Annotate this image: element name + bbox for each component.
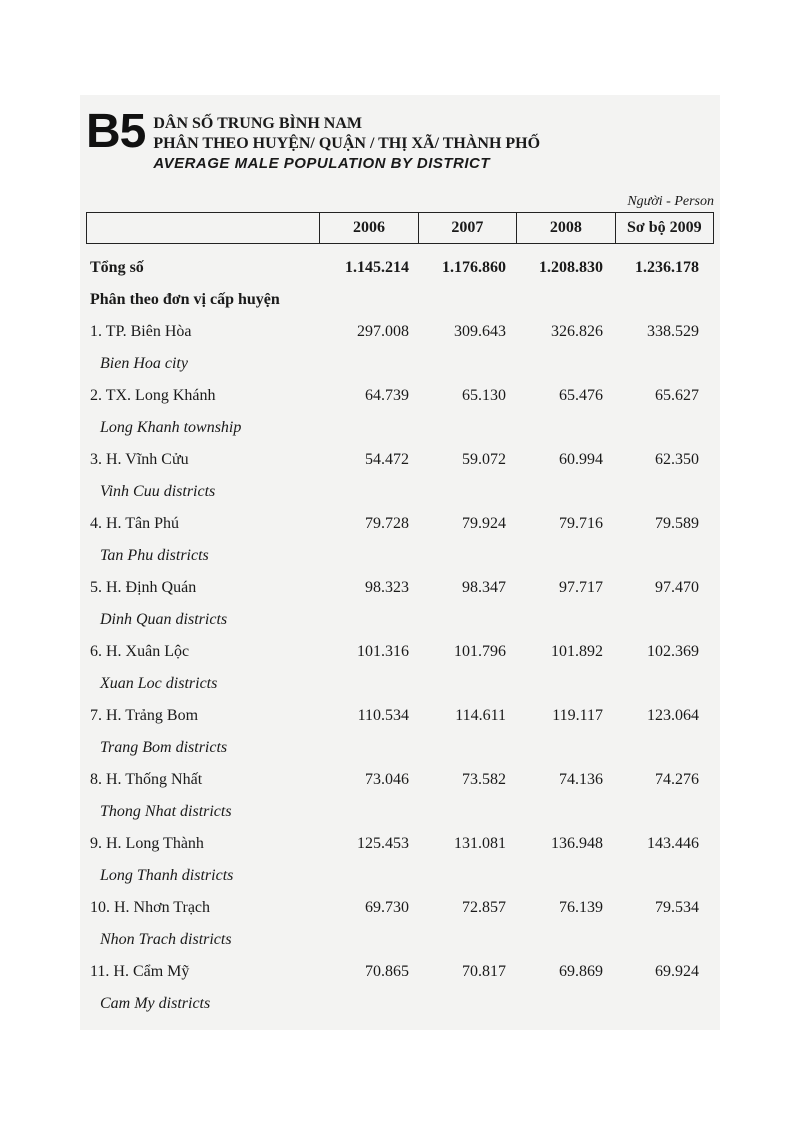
header-cell-2007: 2007 (418, 213, 516, 244)
district-name: 10. H. Nhơn Trạch (90, 899, 211, 916)
cell-value: 65.476 (559, 387, 603, 404)
district-name-english: Xuan Loc districts (100, 675, 218, 692)
cell-value: 114.611 (455, 707, 506, 724)
title-line-english: AVERAGE MALE POPULATION BY DISTRICT (153, 155, 491, 172)
district-name: 2. TX. Long Khánh (90, 387, 216, 404)
district-name: 8. H. Thống Nhất (90, 771, 203, 788)
table-row (86, 572, 714, 604)
district-name-english: Tan Phu districts (100, 547, 209, 564)
district-name-english: Long Khanh township (100, 419, 242, 436)
cell-value: 73.582 (462, 771, 506, 788)
cell-value: 98.347 (462, 579, 506, 596)
cell-value: 79.728 (365, 515, 409, 532)
cell-value: 79.924 (462, 515, 506, 532)
district-name-english: Nhon Trach districts (100, 931, 232, 948)
cell-value: 309.643 (454, 323, 506, 340)
cell-value: 62.350 (655, 451, 699, 468)
header-cell-blank (87, 213, 320, 244)
header-cell-2009: Sơ bộ 2009 (615, 213, 713, 244)
cell-value: 79.534 (655, 899, 699, 916)
cell-value: 54.472 (365, 451, 409, 468)
cell-value: 65.130 (462, 387, 506, 404)
cell-value: 338.529 (647, 323, 699, 340)
cell-value: 69.869 (559, 963, 603, 980)
district-name-english: Bien Hoa city (100, 355, 188, 372)
table-row (86, 892, 714, 924)
table-row (86, 444, 714, 476)
table-code: B5 (86, 105, 146, 158)
district-name: 4. H. Tân Phú (90, 515, 180, 532)
district-name: 1. TP. Biên Hòa (90, 323, 192, 340)
cell-value: 97.717 (559, 579, 603, 596)
table-row-english (86, 732, 714, 764)
district-name: 5. H. Định Quán (90, 579, 197, 596)
header-cell-2008: 2008 (517, 213, 615, 244)
table-row (86, 700, 714, 732)
table-row (86, 956, 714, 988)
cell-value: 101.796 (454, 643, 506, 660)
district-name-english: Long Thanh districts (100, 867, 234, 884)
table-row-english (86, 796, 714, 828)
cell-value: 97.470 (655, 579, 699, 596)
district-name-english: Thong Nhat districts (100, 803, 232, 820)
cell-value: 76.139 (559, 899, 603, 916)
title-line-2: PHÂN THEO HUYỆN/ QUẬN / THỊ XÃ/ THÀNH PHỐ (153, 135, 541, 152)
cell-value: 69.924 (655, 963, 699, 980)
cell-value: 136.948 (551, 835, 603, 852)
table-row (86, 508, 714, 540)
cell-value: 101.316 (357, 643, 409, 660)
district-name-english: Trang Bom districts (100, 739, 228, 756)
cell-value: 59.072 (462, 451, 506, 468)
cell-value: 79.716 (559, 515, 603, 532)
table-row (86, 316, 714, 348)
total-row (86, 252, 714, 284)
section-row (86, 284, 714, 316)
table-row (86, 380, 714, 412)
cell-value: 125.453 (357, 835, 409, 852)
cell-value: 74.276 (655, 771, 699, 788)
total-value: 1.145.214 (345, 259, 409, 276)
district-name: 7. H. Trảng Bom (90, 707, 199, 724)
total-value: 1.176.860 (442, 259, 506, 276)
cell-value: 131.081 (454, 835, 506, 852)
district-name-english: Vinh Cuu districts (100, 483, 216, 500)
total-value: 1.236.178 (635, 259, 699, 276)
table-title-block (86, 105, 541, 174)
cell-value: 70.865 (365, 963, 409, 980)
table-row (86, 828, 714, 860)
table-row-english (86, 988, 714, 1020)
cell-value: 69.730 (365, 899, 409, 916)
section-label: Phân theo đơn vị cấp huyện (90, 291, 280, 308)
district-name-english: Dinh Quan districts (100, 611, 228, 628)
cell-value: 74.136 (559, 771, 603, 788)
cell-value: 123.064 (647, 707, 699, 724)
total-label: Tổng số (90, 259, 144, 276)
cell-value: 79.589 (655, 515, 699, 532)
table-row-english (86, 860, 714, 892)
cell-value: 110.534 (357, 707, 409, 724)
cell-value: 73.046 (365, 771, 409, 788)
header-table (86, 212, 714, 244)
table-row (86, 764, 714, 796)
cell-value: 143.446 (647, 835, 699, 852)
cell-value: 102.369 (647, 643, 699, 660)
cell-value: 70.817 (462, 963, 506, 980)
table-row-english (86, 604, 714, 636)
cell-value: 119.117 (552, 707, 603, 724)
cell-value: 98.323 (365, 579, 409, 596)
table-row-english (86, 348, 714, 380)
district-name: 11. H. Cẩm Mỹ (90, 963, 190, 980)
cell-value: 64.739 (365, 387, 409, 404)
table-row-english (86, 476, 714, 508)
cell-value: 297.008 (357, 323, 409, 340)
cell-value: 72.857 (462, 899, 506, 916)
table-row-english (86, 924, 714, 956)
title-line-1: DÂN SỐ TRUNG BÌNH NAM (153, 115, 362, 132)
header-cell-2006: 2006 (320, 213, 418, 244)
unit-label: Người - Person (627, 194, 714, 209)
cell-value: 101.892 (551, 643, 603, 660)
district-name: 6. H. Xuân Lộc (90, 643, 190, 660)
total-value: 1.208.830 (539, 259, 603, 276)
table-row-english (86, 412, 714, 444)
table-body (86, 252, 714, 1020)
table-row (86, 636, 714, 668)
district-name: 9. H. Long Thành (90, 835, 204, 852)
district-name-english: Cam My districts (100, 995, 211, 1012)
cell-value: 60.994 (559, 451, 603, 468)
cell-value: 326.826 (551, 323, 603, 340)
district-name: 3. H. Vĩnh Cửu (90, 451, 189, 468)
table-row-english (86, 668, 714, 700)
cell-value: 65.627 (655, 387, 699, 404)
table-row-english (86, 540, 714, 572)
